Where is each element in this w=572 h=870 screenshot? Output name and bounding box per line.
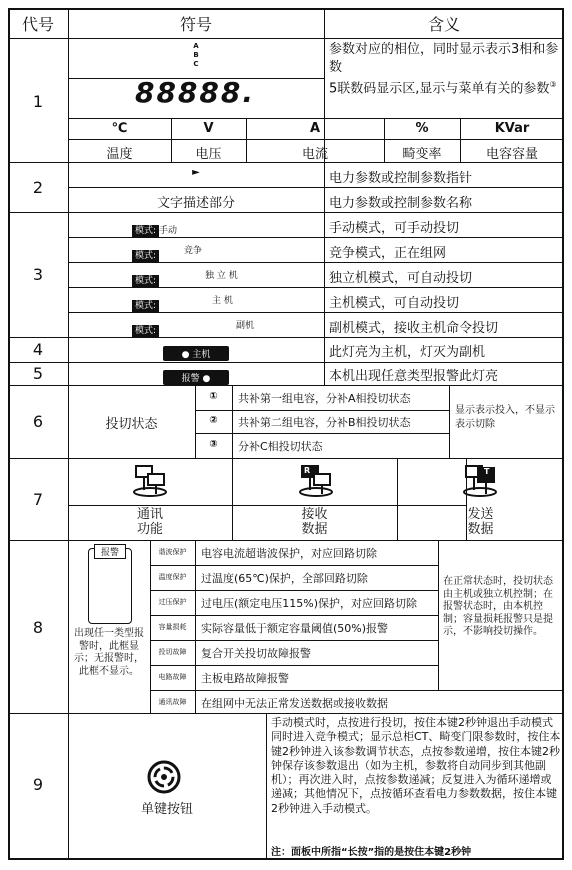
alarm-frame-label: 报警 [94, 544, 126, 559]
alarm-note: 在正常状态时，投切状态由主机或独立机控制；在报警状态时，由本机控制；容量损耗报警只是提示，不影响投切操作。 [443, 576, 553, 637]
communication-icon [130, 464, 170, 500]
row5-meaning: 本机出现任意类型报警此灯亮 [329, 369, 499, 384]
alarm-tag-capacity: 容量损耗 [158, 623, 187, 631]
row5-code: 5 [32, 364, 44, 383]
row2-meaning-text: 电力参数或控制参数名称 [329, 196, 473, 211]
alarm-text-comm-fault: 在组网中无法正常发送数据或接收数据 [201, 697, 388, 710]
button-instructions: 手动模式时，点按进行投切，按住本键2秒钟退出手动模式同时进入竞争模式；显示总柜CT、畸变门限参数时，按住本键2秒钟进入该参数调节状态，点按参数递增，按住本键2秒钟保存该参数退出（如为主机，参数将自动同步到其他副机）；再次进入时，点按参数递减；反复进入为循环递增或递减；其他情况下，点按循环查看电力参数数据，按住本键2秒钟进入手动模式。 [271, 716, 561, 815]
mode-meaning-slave: 副机模式，接收主机命令投切 [329, 321, 499, 336]
unit-percent: % [415, 121, 429, 136]
row6-code: 6 [32, 412, 44, 431]
unit-current: A [309, 121, 321, 136]
row2-code: 2 [32, 178, 44, 197]
switch-text-3: 分补C相投切状态 [238, 440, 323, 453]
alarm-text-capacity: 实际容量低于额定容量阈值(50%)报警 [201, 622, 389, 635]
alarm-tag-overvoltage: 过压保护 [158, 598, 187, 606]
alarm-text-harmonic: 电容电流超谐波保护，对应回路切除 [201, 547, 377, 560]
mode-label-compete: 竞争 [184, 246, 203, 256]
mode-chip-manual: 模式: 手动 [132, 218, 177, 238]
row2-meaning-arrow: 电力参数或控制参数指针 [329, 171, 473, 186]
send-badge: T [484, 467, 490, 476]
unit-kvar: KVar [494, 121, 530, 136]
master-indicator: ● 主机 [68, 342, 324, 361]
unit-name-distortion: 畸变率 [402, 147, 442, 162]
alarm-tag-harmonic: 谐波保护 [158, 548, 187, 556]
mode-meaning-master: 主机模式，可自动投切 [329, 296, 460, 311]
send-icon [460, 464, 500, 500]
mode-chip-slave: 模式: [132, 318, 159, 338]
switch-state-label: 投切状态 [105, 417, 158, 432]
alarm-tag-comm-fault: 通讯故障 [158, 698, 187, 706]
send-label: 发送 数据 [467, 507, 494, 537]
mode-label-standalone: 独 立 机 [205, 271, 238, 281]
alarm-frame [88, 548, 132, 624]
header-meaning: 含义 [427, 15, 460, 34]
row7-code: 7 [32, 490, 44, 509]
button-note: 注：面板中所指“长按”指的是按住本键2秒钟 [271, 847, 472, 858]
switch-note: 显示表示投入，不显示表示切除 [455, 405, 555, 430]
unit-name-capacity: 电容容量 [485, 147, 538, 162]
single-button-label: 单键按钮 [140, 802, 193, 817]
alarm-tag-circuit-fault: 电路故障 [158, 673, 187, 681]
row1-meaning-phase: 参数对应的相位，同时显示表示3相和参数 [329, 42, 559, 75]
mode-label-slave: 副机 [236, 321, 255, 331]
alarm-tag-temperature: 温度保护 [158, 573, 187, 581]
row4-meaning: 此灯亮为主机，灯灭为副机 [329, 345, 486, 360]
pointer-arrow-icon: ► [192, 167, 200, 178]
mode-meaning-compete: 竞争模式，正在组网 [329, 246, 447, 261]
unit-name-temperature: 温度 [106, 147, 133, 162]
alarm-frame-note: 出现任一类型报警时，此框显示；无报警时，此框不显示。 [74, 628, 144, 677]
seven-segment-digits: 88888. [134, 76, 256, 109]
row9-code: 9 [32, 775, 44, 794]
row1-code: 1 [32, 92, 44, 111]
row4-code: 4 [32, 340, 44, 359]
alarm-tag-switch-fault: 投切故障 [158, 648, 187, 656]
mode-meaning-standalone: 独立机模式，可自动投切 [329, 271, 473, 286]
phase-letters: A B C [193, 42, 199, 68]
receive-badge: R [304, 466, 311, 475]
alarm-text-switch-fault: 复合开关投切故障报警 [201, 647, 311, 660]
alarm-indicator: 报警 ● [68, 366, 324, 385]
switch-icon-3: ③ [209, 439, 218, 450]
mode-chip-master: 模式: [132, 293, 159, 313]
switch-text-2: 共补第二组电容，分补B相投切状态 [238, 416, 411, 429]
header-symbol: 符号 [179, 15, 212, 34]
row8-code: 8 [32, 618, 44, 637]
row1-meaning-digits: 5联数码显示区,显示与菜单有关的参数③ [329, 80, 557, 97]
switch-text-1: 共补第一组电容，分补A相投切状态 [238, 392, 411, 405]
switch-icon-2: ② [209, 415, 218, 426]
receive-icon [296, 464, 336, 500]
mode-label-master: 主 机 [212, 296, 233, 306]
unit-voltage: V [203, 121, 214, 136]
communication-label: 通讯 功能 [136, 507, 163, 537]
unit-name-voltage: 电压 [195, 147, 222, 162]
switch-icon-1: ① [209, 391, 218, 402]
unit-name-current: 电流 [301, 147, 328, 162]
alarm-text-temperature: 过温度(65℃)保护，全部回路切除 [201, 572, 368, 585]
unit-temperature: ℃ [111, 121, 128, 136]
mode-chip-standalone: 模式: [132, 268, 159, 288]
row3-code: 3 [32, 265, 44, 284]
mode-meaning-manual: 手动模式，可手动投切 [329, 221, 460, 236]
alarm-text-circuit-fault: 主板电路故障报警 [201, 672, 289, 685]
mode-chip-compete: 模式: [132, 243, 159, 263]
alarm-text-overvoltage: 过电压(额定电压115%)保护，对应回路切除 [201, 597, 418, 610]
single-button-icon[interactable] [147, 760, 181, 794]
receive-label: 接收 数据 [301, 507, 328, 537]
header-code: 代号 [21, 15, 54, 34]
row2-symbol-text: 文字描述部分 [156, 196, 235, 211]
